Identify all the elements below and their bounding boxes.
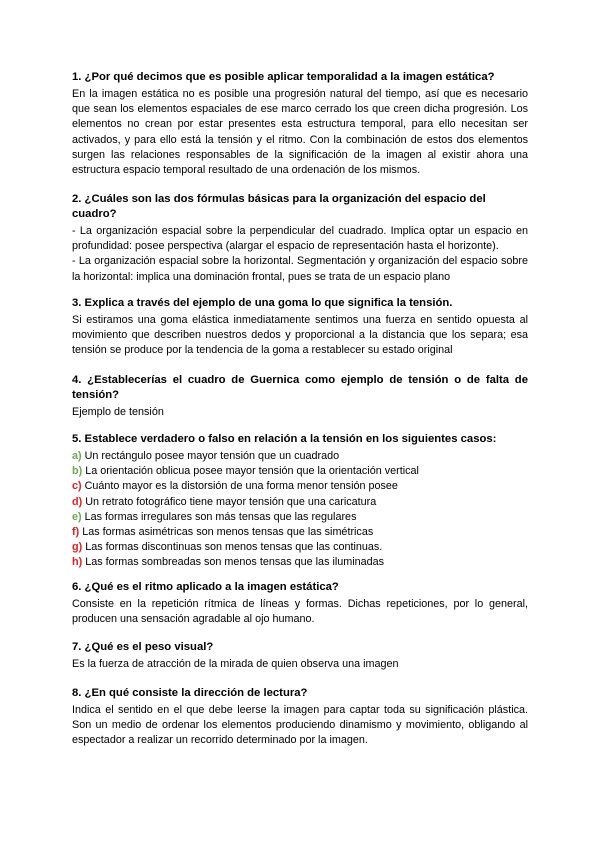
true-false-list	[72, 449, 528, 571]
section-2	[72, 192, 528, 285]
answer-7: Es la fuerza de atracción de la mirada de quien observa una imagen	[72, 658, 399, 670]
list-item	[72, 525, 528, 540]
section-8	[72, 686, 528, 749]
item-text: Las formas irregulares son más tensas que las regulares	[84, 510, 357, 523]
section-5	[72, 432, 528, 571]
item-letter: f)	[72, 526, 80, 539]
list-item	[72, 510, 528, 525]
list-item	[72, 449, 528, 464]
item-text: Cuánto mayor es la distorsión de una forma menor tensión posee	[84, 480, 398, 493]
item-text: Un rectángulo posee mayor tensión que un cuadrado	[84, 450, 340, 462]
answer-2-item-1: - La organización espacial sobre la perpendicular del cuadrado. Implica optar un espacio en profundidad: posee perspectiva (alargar el espacio de representación hasta el horizonte).	[72, 225, 528, 253]
section-3	[72, 296, 528, 359]
item-text: La orientación oblicua posee mayor tensión que la orientación vertical	[85, 465, 419, 478]
section-7	[72, 640, 528, 672]
question-1: 1. ¿Por qué decimos que es posible aplicar temporalidad a la imagen estática?	[72, 71, 495, 83]
question-4: 4. ¿Establecerías el cuadro de Guernica como ejemplo de tensión o de falta de tensión?	[72, 374, 528, 401]
section-6	[72, 580, 528, 627]
list-item	[72, 479, 528, 494]
question-2: 2. ¿Cuáles son las dos fórmulas básicas para la organización del espacio del cuadro?	[72, 193, 486, 220]
answer-2-item-2: - La organización espacial sobre la horizontal. Segmentación y organización del espacio sobre la horizontal: implica una dominación frontal, pues se trata de un espacio plano	[72, 255, 528, 283]
list-item	[72, 464, 528, 479]
item-text: Las formas sombreadas son menos tensas que las iluminadas	[85, 556, 385, 569]
item-text: Las formas discontinuas son menos tensas que las continuas.	[85, 541, 383, 554]
item-letter: b)	[72, 465, 83, 478]
answer-4: Ejemplo de tensión	[72, 406, 164, 418]
item-letter: e)	[72, 510, 82, 523]
list-item	[72, 555, 528, 570]
question-5: 5. Establece verdadero o falso en relación a la tensión en los siguientes casos:	[72, 433, 497, 445]
item-letter: h)	[72, 556, 83, 569]
list-item	[72, 540, 528, 555]
item-text: Un retrato fotográfico tiene mayor tensión que una caricatura	[85, 495, 377, 508]
item-letter: c)	[72, 480, 82, 493]
section-1	[72, 70, 528, 178]
list-item	[72, 495, 528, 510]
answer-1: En la imagen estática no es posible una progresión natural del tiempo, así que es necesario que sean los elementos espaciales de ese marco cerrado los que creen dicha progresión. Los elementos no crean por estar presentes esta estructura temporal, para ello necesitan ser activados, y para ello está la tensión y el ritmo. Con la combinación de estos dos elementos surgen las relaciones responsables de la significación de la imagen al existir ahora una estructura espacio temporal resultado de una ordenación de los mismos.	[72, 88, 528, 177]
answer-6: Consiste en la repetición rítmica de líneas y formas. Dichas repeticiones, por lo general, producen una sensación agradable al ojo humano.	[72, 598, 528, 626]
item-letter: g)	[72, 541, 83, 554]
answer-8: Indica el sentido en el que debe leerse la imagen para captar toda su significación plástica. Son un medio de ordenar los elementos produciendo dinamismo y movimiento, obligando al espectador a realizar un recorrido determinado por la imagen.	[72, 704, 528, 747]
item-text: Las formas asimétricas son menos tensas que las simétricas	[82, 526, 374, 539]
question-6: 6. ¿Qué es el ritmo aplicado a la imagen estática?	[72, 581, 339, 593]
question-7: 7. ¿Qué es el peso visual?	[72, 641, 214, 653]
item-letter: d)	[72, 495, 83, 508]
question-3: 3. Explica a través del ejemplo de una goma lo que significa la tensión.	[72, 297, 453, 309]
question-8: 8. ¿En qué consiste la dirección de lectura?	[72, 687, 308, 699]
section-4	[72, 373, 528, 420]
item-letter: a)	[72, 450, 82, 462]
answer-3: Si estiramos una goma elástica inmediatamente sentimos una fuerza en sentido opuesta al movimiento que describen nuestros dedos y proporcional a la distancia que los separa; esa tensión se produce por la tendencia de la goma a restablecer su estado original	[72, 314, 528, 357]
